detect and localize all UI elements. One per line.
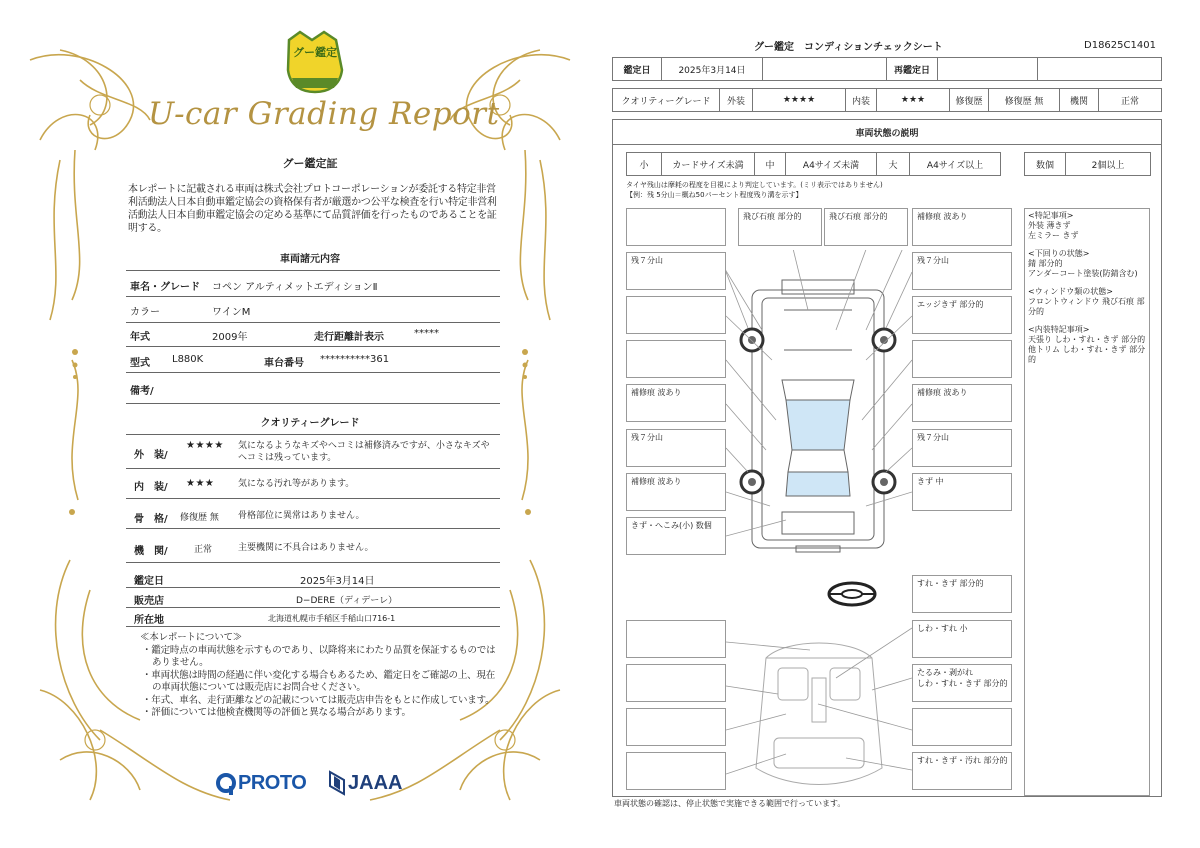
damage-box: 飛び石痕 部分的 — [824, 208, 908, 246]
exterior-stars: ★★★★ — [752, 88, 846, 112]
mileage-value: ***** — [414, 328, 439, 339]
chassis-value: **********361 — [320, 354, 390, 365]
repair-value: 修復歴 無 — [988, 88, 1060, 112]
date-label: 鑑定日 — [612, 57, 662, 81]
special-notes-title: <特記事項> — [1028, 211, 1074, 220]
address-label: 所在地 — [134, 615, 164, 626]
chassis-label: 車台番号 — [264, 358, 304, 369]
window-title: <ウィンドウ類の状態> — [1028, 287, 1113, 296]
note-item: ・鑑定時点の車両状態を示すものであり、以降将来にわたり品質を保証するものではありません。 — [142, 644, 496, 668]
damage-box: 補修痕 波あり — [912, 384, 1012, 422]
reappraisal-empty-cell — [1037, 57, 1162, 81]
exterior-label: 外装 — [719, 88, 753, 112]
interior-box-line: たるみ・剥がれ — [917, 668, 973, 677]
divider — [126, 468, 500, 469]
damage-box: 残７分山 — [626, 252, 726, 290]
frame-desc: 骨格部位に異常はありません。 — [238, 511, 365, 521]
damage-box: 飛び石痕 部分的 — [738, 208, 822, 246]
window-block — [1028, 287, 1146, 317]
legend-medium: 中 — [754, 152, 786, 176]
explain-heading: 車両状態の説明 — [612, 119, 1162, 145]
interior-box: しわ・すれ 小 — [912, 620, 1012, 658]
exterior-desc: 気になるようなキズやヘコミは補修済みですが、小さなキズやヘコミは残っています。 — [238, 441, 490, 463]
exterior-label: 外 装/ — [134, 450, 168, 461]
appraisal-date-label: 鑑定日 — [134, 576, 164, 587]
mileage-label: 走行距離計表示 — [314, 332, 384, 343]
engine-label: 機関 — [1059, 88, 1099, 112]
interior-box — [912, 664, 1012, 702]
interior-box — [626, 752, 726, 790]
divider — [126, 434, 500, 435]
car-name-value: コペン アルティメットエディションⅡ — [212, 282, 378, 293]
legend-large-desc: A4サイズ以上 — [909, 152, 1001, 176]
damage-box: 補修痕 波あり — [626, 384, 726, 422]
interior-label: 内装 — [845, 88, 877, 112]
interior-notes-title: <内装特記事項> — [1028, 325, 1090, 334]
model-value: L880K — [172, 354, 204, 365]
sheet-footer: 車両状態の確認は、停止状態で実施できる範囲で行っています。 — [614, 799, 846, 808]
appraisal-date-value: 2025年3月14日 — [300, 576, 375, 587]
year-label: 年式 — [130, 332, 150, 343]
damage-box — [912, 340, 1012, 378]
quality-heading: クオリティーグレード — [260, 418, 360, 429]
legend-large: 大 — [876, 152, 910, 176]
damage-box: きず・へこみ(小) 数個 — [626, 517, 726, 555]
grade-label: クオリティーグレード — [612, 88, 720, 112]
special-notes-item: 外装 薄きず — [1028, 221, 1071, 230]
divider — [126, 403, 500, 404]
interior-box-line: しわ・すれ・きず 部分的 — [917, 679, 1008, 688]
tire-note-1: タイヤ残山は摩耗の程度を目視により判定しています。(ミリ表示ではありません) — [626, 181, 883, 189]
damage-box — [626, 296, 726, 334]
special-notes-item: 左ミラー きず — [1028, 231, 1079, 240]
damage-box: 残７分山 — [912, 429, 1012, 467]
exterior-stars: ★★★★ — [186, 440, 224, 451]
certificate-heading: グー鑑定証 — [282, 157, 338, 170]
underbody-item: 錆 部分的 — [1028, 259, 1063, 268]
date-value: 2025年3月14日 — [661, 57, 763, 81]
interior-stars: ★★★ — [186, 478, 215, 489]
interior-stars: ★★★ — [876, 88, 950, 112]
frame-value: 修復歴 無 — [180, 513, 219, 523]
damage-box: 残７分山 — [912, 252, 1012, 290]
tire-note-2: 【例：残 5分山＝概ね50パーセント程度残り溝を示す】 — [626, 191, 803, 199]
goo-badge-icon — [288, 32, 342, 92]
legend-small-desc: カードサイズ未満 — [661, 152, 755, 176]
divider — [126, 498, 500, 499]
frame-label: 骨 格/ — [134, 514, 168, 525]
divider — [126, 626, 500, 627]
interior-box: すれ・きず 部分的 — [912, 575, 1012, 613]
legend-medium-desc: A4サイズ未満 — [785, 152, 877, 176]
divider — [126, 607, 500, 608]
legend-count-desc: 2個以上 — [1065, 152, 1151, 176]
divider — [126, 296, 500, 297]
jaaa-logo: JAAA — [348, 772, 403, 794]
underbody-item: アンダーコート塗装(防錆含む) — [1028, 269, 1138, 278]
note-item: ・車両状態は時間の経過に伴い変化する場合もあるため、鑑定日をご確認の上、現在の車両状態については販売店にお問合せください。 — [142, 669, 496, 693]
spec-heading: 車両諸元内容 — [280, 254, 340, 265]
dealer-value: D−DERE（ディデーレ） — [296, 596, 398, 606]
sheet-title: グー鑑定 コンディションチェックシート — [754, 42, 943, 53]
interior-label: 内 装/ — [134, 482, 168, 493]
damage-box — [626, 340, 726, 378]
divider — [126, 346, 500, 347]
interior-box — [626, 708, 726, 746]
date-empty-cell — [762, 57, 887, 81]
color-label: カラー — [130, 307, 160, 318]
engine-value: 正常 — [1098, 88, 1162, 112]
divider — [126, 372, 500, 373]
interior-box — [626, 664, 726, 702]
damage-box — [626, 208, 726, 246]
car-top-view-diagram — [726, 250, 912, 560]
divider — [126, 322, 500, 323]
damage-box: 補修痕 波あり — [912, 208, 1012, 246]
notes-title: ≪本レポートについて≫ — [140, 632, 243, 643]
model-label: 型式 — [130, 358, 150, 369]
special-notes-block — [1028, 211, 1146, 241]
divider — [126, 562, 500, 563]
damage-box: 残７分山 — [626, 429, 726, 467]
year-value: 2009年 — [212, 332, 248, 343]
remarks-label: 備考/ — [130, 386, 154, 397]
underbody-block — [1028, 249, 1146, 279]
certificate-statement: 本レポートに記載される車両は株式会社プロトコーポレーションが委託する特定非営利活動法人日本自動車鑑定協会の資格保有者が厳選かつ公平な検査を行い特定非営利活動法人日本自動車鑑定協会の定める基準にて品質評価を行ったものであることを証明する。 — [128, 184, 497, 234]
underbody-title: <下回りの状態> — [1028, 249, 1090, 258]
divider — [126, 587, 500, 588]
divider — [126, 528, 500, 529]
interior-desc: 気になる汚れ等があります。 — [238, 479, 355, 489]
engine-label: 機 関/ — [134, 546, 168, 557]
note-item: ・年式、車名、走行距離などの記載については販売店申告をもとに作成しています。 — [142, 694, 495, 706]
damage-box: きず 中 — [912, 473, 1012, 511]
damage-box: 補修痕 波あり — [626, 473, 726, 511]
interior-box — [626, 620, 726, 658]
note-item: ・評価については他検査機関等の評価と異なる場合があります。 — [142, 707, 411, 718]
reappraisal-label: 再鑑定日 — [886, 57, 938, 81]
divider — [126, 270, 500, 271]
car-interior-diagram — [726, 618, 912, 798]
interior-notes-block — [1028, 325, 1146, 365]
legend-count: 数個 — [1024, 152, 1066, 176]
steering-wheel-icon — [826, 580, 878, 608]
badge-text: グー鑑定 — [293, 46, 337, 59]
window-item: フロントウィンドウ 飛び石痕 部分的 — [1028, 297, 1145, 316]
jaaa-logo-icon — [326, 770, 348, 796]
address-value: 北海道札幌市手稲区手稲山口716-1 — [268, 614, 396, 623]
proto-logo: PROTO — [238, 772, 307, 794]
color-value: ワインM — [212, 307, 251, 318]
engine-value: 正常 — [194, 545, 213, 555]
report-notes — [140, 632, 500, 720]
condition-check-sheet — [600, 0, 1200, 848]
proto-logo-icon — [216, 772, 238, 796]
legend-small: 小 — [626, 152, 662, 176]
sheet-id: D18625C1401 — [1084, 40, 1156, 51]
dealer-label: 販売店 — [134, 596, 164, 607]
interior-notes-item: 天張り しわ・すれ・きず 部分的 — [1028, 335, 1146, 344]
interior-box — [912, 708, 1012, 746]
script-title: U-car Grading Report — [148, 96, 500, 132]
repair-label: 修復歴 — [949, 88, 989, 112]
reappraisal-value — [937, 57, 1038, 81]
damage-box: エッジきず 部分的 — [912, 296, 1012, 334]
car-name-label: 車名・グレード — [130, 282, 200, 293]
interior-box: すれ・きず・汚れ 部分的 — [912, 752, 1012, 790]
engine-desc: 主要機関に不具合はありません。 — [238, 543, 374, 553]
interior-notes-item: 他トリム しわ・すれ・きず 部分的 — [1028, 345, 1146, 364]
special-notes-panel — [1024, 208, 1150, 796]
